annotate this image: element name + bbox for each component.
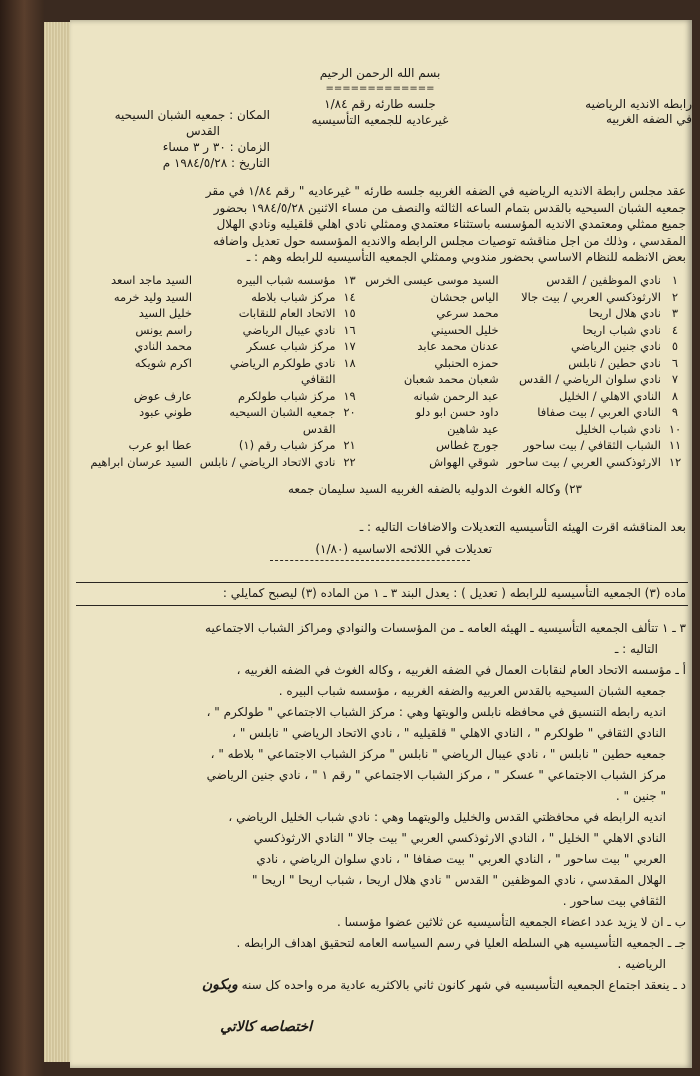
intro-line: بعض الانظمه للنظام الاساسي بحضور مندوبي وممثلي الجمعيه التأسيسيه للرابطه وهم : ـ — [246, 250, 686, 264]
body-line: ٣ ـ ١ تتألف الجمعيه التأسيسيه ـ الهيئه العامه ـ من المؤسسات والنوادي ومراكز الشباب الاجتماعيه — [205, 621, 686, 635]
attendee-number — [339, 421, 361, 438]
attendee-name: راسم يونس — [135, 322, 193, 337]
attendee-club: القدس — [302, 421, 336, 436]
attendee-name: الياس جحشان — [430, 289, 499, 304]
attendee-number: ٢ — [671, 289, 679, 304]
body-line: النادي الاهلي " الخليل " ، النادي الارثوذكسي العربي " بيت جالا " النادي الارثوذكسي — [253, 831, 666, 845]
document-page — [70, 20, 692, 1068]
attendee-name: عبد الرحمن شبانه — [413, 388, 499, 403]
attendee-number: ٢٠ — [343, 405, 356, 419]
attendee-number: ٥ — [671, 339, 679, 353]
attendee-club: نادي الموظفين / القدس — [546, 273, 661, 287]
intro-paragraph — [74, 183, 686, 266]
meeting-place-line1: المكان : جمعيه الشبان السيحيه — [114, 108, 270, 122]
attendee-number: ٧ — [671, 372, 679, 386]
body-line: الثقافي بيت ساحور . — [562, 894, 666, 908]
attendee-name: السيد عرسان ابراهيم — [90, 454, 193, 469]
attendee-name: شعبان محمد شعبان — [403, 372, 499, 386]
meeting-time: الزمان : ٣٠ ر ٣ مساء — [162, 140, 270, 154]
handwritten-footnote: اختصاصه كالاتي — [220, 1019, 312, 1035]
attendee-club: نادي الاتحاد الرياضي / نابلس — [199, 454, 336, 469]
attendee-club: جمعيه الشبان السيحيه — [229, 405, 336, 419]
body-line: انديه الرابطه في محافظتي القدس والخليل والويتهما وهي : نادي شباب الخليل الرياضي ، — [228, 810, 666, 824]
attendee-club: نادي شباب الخليل — [575, 421, 661, 436]
body-line: الرياضيه . — [617, 957, 666, 971]
attendee-number: ١ — [671, 273, 679, 287]
attendee-row — [86, 322, 686, 339]
body-line: جمعيه حطين " نابلس " ، نادي عيبال الرياضي " نابلس " مركز الشباب الاجتماعي " بلاطه " ، — [210, 747, 666, 761]
session-type: غيرعاديه للجمعيه التأسيسيه — [311, 113, 449, 127]
attendee-club: نادي طولكرم الرياضي — [229, 355, 336, 370]
body-line: التاليه : ـ — [614, 642, 658, 656]
attendee-23: ٢٣) وكاله الغوث الدوليه بالضفه الغربيه السيد سليمان جمعه — [287, 482, 582, 496]
attendee-club: مركز شباب عسكر — [246, 339, 336, 353]
org-region: في الضفه الغربيه — [605, 112, 692, 126]
body-line: مركز الشباب الاجتماعي " عسكر " ، مركز الشباب الاجتماعي " رقم ١ " ، نادي جنين الرياضي — [206, 768, 666, 782]
attendee-name: عدنان محمد عابد — [417, 339, 499, 353]
article-3-heading: ماده (٣) الجمعيه التأسيسيه للرابطه ( تعديل ) : يعدل البند ٣ ـ ١ من الماده (٣) ليصبح كمايلي : — [222, 586, 686, 600]
attendee-club: مركز شباب بلاطه — [251, 289, 336, 304]
body-line: انديه رابطه التنسيق في محافظه نابلس والويتها وهي : مركز الشباب الاجتماعي " طولكرم " ، — [206, 705, 666, 719]
body-line: جمعيه الشبان السيحيه بالقدس العربيه والضفه الغربيه ، مؤسسه شباب البيره . — [278, 684, 666, 698]
body-line: أ ـ مؤسسه الاتحاد العام لنقابات العمال في الضفه الغربيه ، وكاله الغوث في الضفه الغربيه ، — [236, 663, 686, 677]
attendees-table — [86, 272, 686, 470]
attendee-row — [86, 272, 686, 289]
attendee-number: ٦ — [671, 355, 679, 370]
attendee-number: ٢٢ — [343, 454, 356, 469]
article-body — [74, 618, 686, 996]
amendment-heading: تعديلات في اللائحه الاساسيه (١/٨٠) — [315, 542, 492, 556]
attendee-club: الارثوذكسي العربي / بيت ساحور — [506, 454, 661, 469]
attendee-row — [86, 371, 686, 388]
attendee-number: ١٩ — [343, 388, 356, 403]
attendee-row — [86, 421, 686, 438]
attendee-name: حمزه الحنبلي — [434, 355, 499, 370]
attendee-number: ٢١ — [343, 438, 356, 452]
body-line: العربي " بيت ساحور " ، النادي العربي " بيت صفافا " ، نادي سلوان الرياضي ، نادي — [256, 852, 666, 866]
attendee-club: نادي حطين / نابلس — [568, 355, 661, 370]
attendee-name: محمد النادي — [134, 339, 193, 353]
org-name: رابطه الانديه الرياضيه — [585, 97, 692, 111]
attendee-club: الاتحاد العام للنقابات — [238, 306, 336, 320]
intro-line: جميع ممثلي ومعتمدي الانديه المؤسسه باستثناء معتمدي وممثلي نادي اهلي قلقيليه ونادي الهلال — [216, 217, 686, 231]
attendee-club: نادي سلوان الرياضي / القدس — [518, 372, 661, 386]
intro-line: المقدسي ، وذلك من اجل مناقشه توصيات مجلس الرابطه والانديه المؤسسه حول تعديل واضافه — [212, 233, 686, 248]
attendee-number: ٤ — [671, 322, 679, 337]
attendee-club: نادي شباب اريحا — [582, 322, 661, 337]
attendee-club: النادي العربي / بيت صفافا — [537, 405, 661, 419]
attendee-name — [86, 371, 195, 388]
body-line — [74, 975, 686, 996]
attendee-club: مؤسسه شباب البيره — [236, 273, 336, 287]
bismillah: بسم الله الرحمن الرحيم — [319, 66, 441, 80]
attendee-name: داود حسن ابو دلو — [415, 405, 499, 419]
header-separator: ============= — [325, 83, 435, 94]
attendee-club: نادي هلال اريحا — [588, 306, 661, 320]
attendee-row — [86, 355, 686, 372]
attendee-number: ١٧ — [343, 339, 356, 353]
attendee-row — [86, 404, 686, 421]
resolution-intro: بعد المناقشه اقرت الهيئه التأسيسيه التعديلات والاضافات التاليه : ـ — [359, 520, 686, 534]
body-line: الهلال المقدسي ، نادي الموظفين " القدس " نادي هلال اريحا ، شباب اريحا " اريحا " — [251, 873, 666, 887]
attendee-name: خليل الحسيني — [430, 322, 499, 337]
attendee-number: ١٥ — [343, 306, 356, 320]
attendee-name: طوني عبود — [139, 405, 193, 419]
body-line: " جنين " . — [615, 789, 666, 803]
attendee-club: الارثوذكسي العربي / بيت جالا — [521, 289, 661, 304]
body-line: النادي الثقافي " طولكرم " ، النادي الاهلي " قلقيليه " ، نادي الاتحاد الرياضي " نابلس " ، — [232, 726, 666, 740]
heading-underline — [270, 560, 470, 561]
attendee-club: نادي عيبال الرياضي — [242, 322, 336, 337]
attendee-row — [86, 437, 686, 454]
body-line: ب ـ ان لا يزيد عدد اعضاء الجمعيه التأسيسيه عن ثلاثين عضوا مؤسسا . — [336, 915, 686, 929]
binder-spine — [0, 0, 44, 1076]
attendee-number: ١٠ — [668, 421, 682, 436]
attendee-number: ١٨ — [343, 355, 356, 370]
meeting-place — [110, 107, 270, 171]
intro-line: عقد مجلس رابطة الانديه الرياضيه في الضفه الغربيه جلسه طارئه " غيرعاديه " رقم ١/٨٤ في مقر — [205, 184, 686, 198]
attendee-number: ١٢ — [668, 454, 682, 469]
body-line-text: د ـ ينعقد اجتماع الجمعيه التأسيسيه في شهر كانون ثاني بالاكثريه عادية مره واحده كل سنه — [241, 978, 686, 992]
attendee-name: شوقي الهواش — [429, 454, 499, 469]
attendee-name: عيد شاهين — [447, 421, 499, 436]
body-line: جـ ـ الجمعيه التأسيسيه هي السلطه العليا في رسم السياسه العامه لتحقيق اهداف الرابطه . — [236, 936, 686, 950]
attendee-name: خليل السيد — [138, 306, 193, 320]
attendee-club: مركز شباب رقم (١) — [238, 438, 336, 452]
attendee-row — [86, 454, 686, 471]
attendee-name: عطا ابو عرب — [128, 438, 193, 452]
attendee-number: ١٤ — [343, 289, 356, 304]
attendee-name: السيد موسى عيسى الخرس — [365, 273, 499, 287]
attendee-number — [339, 371, 361, 388]
meeting-place-line2: القدس — [185, 124, 220, 138]
attendee-number: ٣ — [671, 306, 679, 320]
attendee-name: اكرم شويكه — [134, 355, 193, 370]
attendee-number: ١١ — [668, 438, 682, 452]
attendee-number: ١٦ — [343, 322, 356, 337]
session-title: جلسه طارئه رقم ١/٨٤ — [324, 97, 436, 111]
attendee-name: محمد سرعي — [436, 306, 499, 320]
attendee-club: الثقافي — [300, 372, 336, 386]
attendee-club: النادي الاهلي / الخليل — [559, 388, 661, 403]
attendee-number: ٩ — [671, 405, 679, 419]
attendee-name: السيد وليد خرمه — [113, 289, 193, 304]
attendee-row — [86, 388, 686, 405]
attendee-row — [86, 338, 686, 355]
handwritten-note: وبكون — [201, 977, 238, 993]
divider-bottom — [76, 605, 688, 606]
attendee-number: ١٣ — [343, 273, 356, 287]
attendee-row — [86, 305, 686, 322]
attendee-row — [86, 289, 686, 306]
attendee-club: الشباب الثقافي / بيت ساحور — [523, 438, 661, 452]
meeting-date: التاريخ : ١٩٨٤/٥/٢٨ م — [162, 156, 270, 170]
intro-line: جمعيه الشبان السيحيه بالقدس بتمام الساعه الثالثه والنصف من مساء الاثنين ١٩٨٤/٥/٢٨ بحضور — [213, 200, 686, 215]
attendee-club: نادي جنين الرياضي — [570, 339, 661, 353]
attendee-number: ٨ — [671, 388, 679, 403]
attendee-club: مركز شباب طولكرم — [238, 388, 336, 403]
attendee-name — [86, 421, 195, 438]
attendee-name: جورج غطاس — [435, 438, 499, 452]
attendee-name: السيد ماجد اسعد — [111, 273, 193, 287]
divider-top — [76, 582, 688, 583]
attendee-name: عارف عوض — [133, 388, 193, 403]
